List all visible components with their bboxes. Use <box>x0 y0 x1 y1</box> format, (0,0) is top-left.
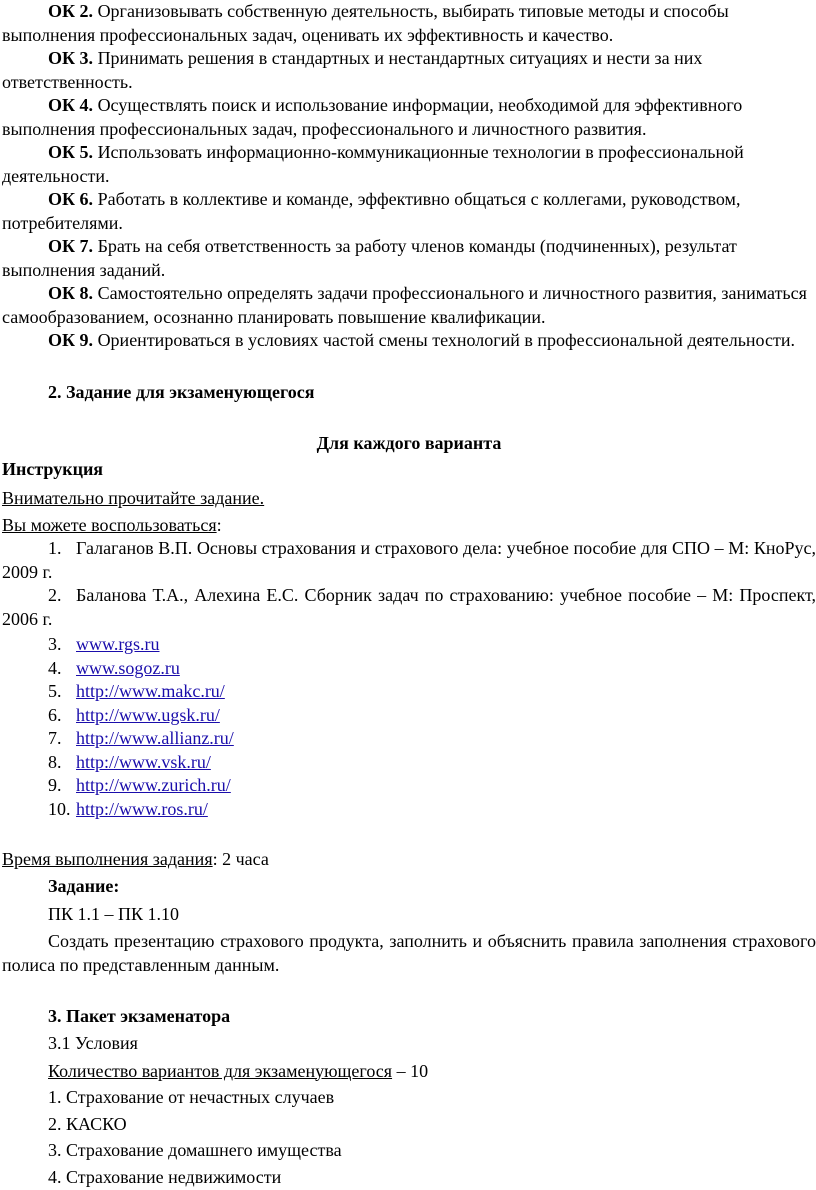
reference-item <box>2 584 816 631</box>
section-2-heading: 2. Задание для экзаменующегося <box>48 381 315 402</box>
reference-item <box>2 537 816 584</box>
ok-text: Ориентироваться в условиях частой смены технологий в профессиональной деятельности. <box>97 330 795 350</box>
task-text: Создать презентацию страхового продукта, заполнить и объяснить правила заполнения страхового полиса по представленным данным. <box>2 931 816 975</box>
ok-text: Использовать информационно-коммуникационные технологии в профессиональной деятельности. <box>2 142 744 186</box>
list-number: 7. <box>48 728 62 748</box>
ok-code: ОК 4. <box>48 95 94 115</box>
ok-item <box>2 282 816 329</box>
variants-label: Количество вариантов для экзаменующегося <box>48 1060 393 1081</box>
link-item <box>2 798 816 822</box>
ok-item <box>2 0 816 47</box>
link-item <box>2 751 816 775</box>
list-number: 9. <box>48 775 62 795</box>
link-list <box>2 633 816 821</box>
link-item <box>2 633 816 657</box>
link[interactable]: www.sogoz.ru <box>76 657 180 678</box>
reference-text: Галаганов В.П. Основы страхования и страхового дела: учебное пособие для СПО – М: КноРус, 2009 г. <box>2 538 816 582</box>
ok-text: Брать на себя ответственность за работу членов команды (подчиненных), результат выполнения заданий. <box>2 236 737 280</box>
variant-item: 2. КАСКО <box>48 1113 127 1134</box>
ok-code: ОК 8. <box>48 283 94 303</box>
variants-count-line <box>2 1060 816 1084</box>
conditions-subheading: 3.1 Условия <box>48 1033 138 1053</box>
ok-text: Работать в коллективе и команде, эффективно общаться с коллегами, руководством, потребителями. <box>2 189 741 233</box>
task-pk: ПК 1.1 – ПК 1.10 <box>48 903 180 924</box>
list-number: 3. <box>48 634 62 654</box>
link-item <box>2 680 816 704</box>
task-label: Задание: <box>48 876 120 896</box>
time-line <box>2 848 816 872</box>
list-number: 6. <box>48 704 62 725</box>
variant-item: 3. Страхование домашнего имущества <box>48 1140 342 1160</box>
ok-item <box>2 188 816 235</box>
list-number: 10. <box>48 798 71 819</box>
reference-list <box>2 537 816 631</box>
list-number: 2. <box>48 585 62 605</box>
link[interactable]: http://www.allianz.ru/ <box>76 728 234 748</box>
link[interactable]: http://www.vsk.ru/ <box>76 751 211 772</box>
ok-item <box>2 94 816 141</box>
section-3-heading: 3. Пакет экзаменатора <box>48 1005 231 1026</box>
ok-text: Принимать решения в стандартных и нестандартных ситуациях и нести за них ответственность. <box>2 48 703 92</box>
ok-item <box>2 235 816 282</box>
link-item <box>2 774 816 798</box>
link-item <box>2 727 816 751</box>
can-use-line <box>2 514 816 538</box>
list-number: 5. <box>48 681 62 701</box>
variants-value: – 10 <box>392 1060 429 1081</box>
ok-code: ОК 2. <box>48 1 94 21</box>
ok-item <box>2 329 816 353</box>
ok-text: Осуществлять поиск и использование информации, необходимой для эффективного выполнения профессиональных задач, профессионального и личностного развития. <box>2 95 743 139</box>
ok-code: ОК 7. <box>48 236 94 256</box>
ok-item <box>2 141 816 188</box>
can-use-colon: : <box>216 514 222 535</box>
variant-item: 4. Страхование недвижимости <box>48 1166 282 1187</box>
link-item <box>2 704 816 728</box>
ok-text: Самостоятельно определять задачи профессионального и личностного развития, заниматься самообразованием, осознанно планировать повышение квалификации. <box>2 283 807 327</box>
list-number: 4. <box>48 657 62 678</box>
ok-code: ОК 9. <box>48 330 94 350</box>
can-use-label: Вы можете воспользоваться <box>2 514 217 535</box>
ok-code: ОК 5. <box>48 142 94 162</box>
list-number: 8. <box>48 751 62 772</box>
link[interactable]: http://www.ugsk.ru/ <box>76 704 220 725</box>
variant-heading: Для каждого варианта <box>316 433 502 453</box>
link[interactable]: http://www.ros.ru/ <box>76 798 208 819</box>
link[interactable]: http://www.zurich.ru/ <box>76 775 231 795</box>
link[interactable]: www.rgs.ru <box>76 634 160 654</box>
read-task-text: Внимательно прочитайте задание. <box>2 488 265 508</box>
ok-item <box>2 47 816 94</box>
link[interactable]: http://www.makc.ru/ <box>76 681 225 701</box>
variant-item: 1. Страхование от нечастных случаев <box>48 1087 335 1107</box>
list-number: 1. <box>48 538 62 558</box>
ok-code: ОК 6. <box>48 189 94 209</box>
ok-list <box>2 0 816 353</box>
reference-text: Баланова Т.А., Алехина Е.С. Сборник задач по страхованию: учебное пособие – М: Проспект, 2006 г. <box>2 585 816 629</box>
instruction-heading: Инструкция <box>2 458 104 479</box>
link-item <box>2 657 816 681</box>
ok-text: Организовывать собственную деятельность, выбирать типовые методы и способы выполнения профессиональных задач, оценивать их эффективность и качество. <box>2 1 729 45</box>
time-value: : 2 часа <box>212 848 269 869</box>
time-label: Время выполнения задания <box>2 848 213 869</box>
ok-code: ОК 3. <box>48 48 94 68</box>
